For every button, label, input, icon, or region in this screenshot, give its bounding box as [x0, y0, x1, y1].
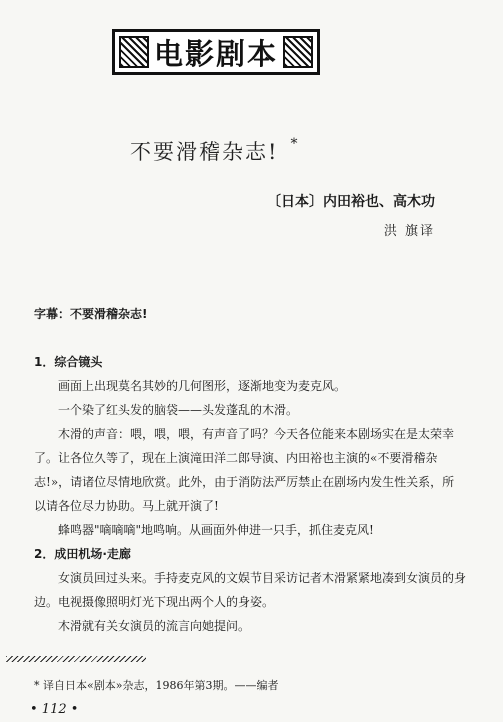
title-text: 不要滑稽杂志! [130, 140, 279, 164]
section-label: 电影剧本 [153, 36, 278, 71]
scene-heading: 字幕：不要滑稽杂志! [34, 307, 148, 321]
paragraph: 木滑就有关女演员的流言向她提问。 [58, 619, 251, 633]
footnote-divider [6, 656, 146, 662]
paragraph: 蜂鸣器"嘀嘀嘀"地鸣响。从画面外伸进一只手，抓住麦克风! [58, 523, 374, 537]
paragraph: 画面上出现莫名其妙的几何图形，逐渐地变为麦克风。 [58, 379, 347, 393]
document-title [130, 136, 299, 166]
footnote: * 译自日本«剧本»杂志，1986年第3期。——编者 [34, 679, 279, 692]
ornament-left-icon [119, 36, 149, 68]
section-header [112, 29, 320, 75]
author-line: 〔日本〕内田裕也、高木功 [267, 194, 435, 210]
paragraph-gap [34, 326, 466, 350]
page-number: • 112 • [30, 702, 79, 717]
footnote-mark: * [290, 136, 300, 152]
ornament-right-icon [283, 36, 313, 68]
scene-heading: 1．综合镜头 [34, 355, 103, 369]
paragraph: 女演员回过头来。手持麦克风的文娱节目采访记者木滑紧紧地凑到女演员的身边。电视摄像照明灯光下现出两个人的身姿。 [34, 571, 467, 609]
scene-heading: 2．成田机场·走廊 [34, 547, 131, 561]
paragraph: 木滑的声音：喂，喂，喂，有声音了吗？今天各位能来本剧场实在是太荣幸了。让各位久等了，现在上演滝田洋二郎导演、内田裕也主演的«不要滑稽杂志!»，请诸位尽情地欣赏。此外，由于消防法严厉禁止在剧场内发生性关系，所以请各位尽力协助。马上就开演了! [34, 427, 455, 513]
translator-line: 洪 旗译 [383, 224, 435, 239]
body-text [34, 302, 466, 638]
paragraph: 一个染了红头发的脑袋——头发蓬乱的木滑。 [58, 403, 299, 417]
